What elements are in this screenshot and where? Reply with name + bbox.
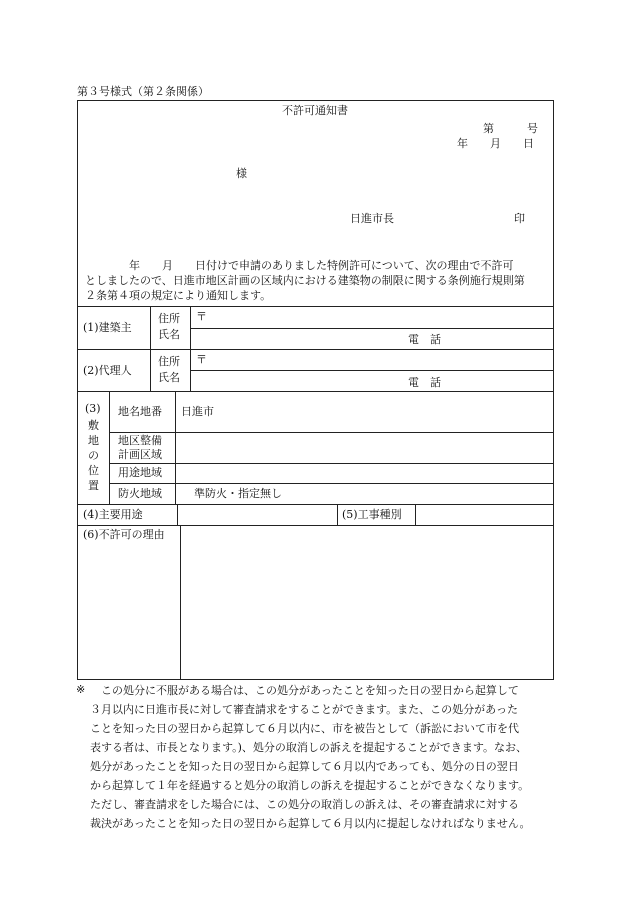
lot-label: 地名地番 — [118, 405, 162, 418]
grid-line — [190, 306, 191, 391]
district-label-2: 計画区域 — [118, 448, 162, 461]
footnote-line: ただし、審査請求をした場合には、この処分の取消しの訴えは、その審査請求に対する — [90, 798, 519, 811]
number-line: 第 号 — [483, 122, 538, 135]
applicant-label: (1)建築主 — [83, 321, 132, 334]
seal-mark: 印 — [514, 212, 525, 225]
site-label-char: の — [88, 449, 99, 462]
body-line-2: としましたので、日進市地区計画の区域内における建築物の制限に関する条例施行規則第 — [85, 274, 525, 287]
applicant-postal-mark: 〒 — [196, 310, 207, 323]
applicant-name-label: 氏名 — [158, 328, 180, 341]
issuer: 日進市長 — [350, 212, 394, 225]
grid-line — [77, 306, 554, 307]
applicant-address-label: 住所 — [158, 312, 180, 325]
agent-phone-label: 電 話 — [408, 376, 441, 389]
addressee-suffix: 様 — [236, 167, 247, 180]
grid-line — [190, 328, 554, 329]
site-label-char: 敷 — [88, 419, 99, 432]
zoning-label: 用途地域 — [118, 466, 162, 479]
grid-line — [180, 525, 181, 680]
agent-postal-mark: 〒 — [196, 353, 207, 366]
main-use-label: (4)主要用途 — [83, 508, 143, 521]
grid-line — [190, 370, 554, 371]
grid-line — [77, 391, 554, 392]
district-label-1: 地区整備 — [118, 434, 162, 447]
footnote-line: 表する者は、市長となります。)、処分の取消しの訴えを提起することができます。なお、 — [90, 741, 528, 754]
footnote-line: ３月以内に日進市長に対して審査請求をすることができます。また、この処分があった — [90, 703, 519, 716]
applicant-phone-label: 電 話 — [408, 333, 441, 346]
agent-address-label: 住所 — [158, 355, 180, 368]
site-label-char: 置 — [88, 479, 99, 492]
date-line: 年 月 日 — [457, 137, 534, 150]
grid-line — [415, 504, 416, 525]
footnote-line: 裁決があったことを知った日の翌日から起算して６月以内に提起しなければなりません。 — [90, 817, 531, 830]
grid-line — [177, 504, 178, 525]
fire-label: 防火地域 — [118, 487, 162, 500]
reason-label: (6)不許可の理由 — [83, 528, 165, 541]
site-label-num: (3) — [85, 402, 101, 415]
grid-line — [77, 525, 554, 526]
lot-value: 日進市 — [181, 405, 214, 418]
body-line-1: 年 月 日付けで申請のありました特例許可について、次の理由で不許可 — [85, 259, 514, 272]
site-label-char: 地 — [88, 434, 99, 447]
grid-line — [150, 306, 151, 391]
footnote-line: 処分があったことを知った日の翌日から起算して６月以内であっても、処分の日の翌日 — [90, 760, 519, 773]
site-label-char: 位 — [88, 464, 99, 477]
grid-line — [77, 504, 554, 505]
form-frame — [77, 100, 554, 680]
footnote-mark: ※ — [76, 683, 86, 696]
body-line-3: ２条第４項の規定により通知します。 — [85, 289, 272, 302]
work-type-label: (5)工事種別 — [342, 508, 402, 521]
footnote-line: この処分に不服がある場合は、この処分があったことを知った日の翌日から起算して — [101, 684, 519, 697]
grid-line — [109, 391, 110, 504]
grid-line — [337, 504, 338, 525]
form-label: 第３号様式（第２条関係） — [77, 85, 209, 98]
grid-line — [175, 391, 176, 504]
grid-line — [77, 349, 554, 350]
footnote — [90, 681, 531, 833]
notice-title: 不許可通知書 — [282, 104, 348, 117]
fire-value: 準防火・指定無し — [194, 487, 282, 500]
agent-name-label: 氏名 — [158, 371, 180, 384]
agent-label: (2)代理人 — [83, 364, 132, 377]
footnote-line: ことを知った日の翌日から起算して６月以内に、市を被告として（訴訟において市を代 — [90, 722, 519, 735]
footnote-line: から起算して１年を経過すると処分の取消しの訴えを提起することができなくなります。 — [90, 779, 530, 792]
